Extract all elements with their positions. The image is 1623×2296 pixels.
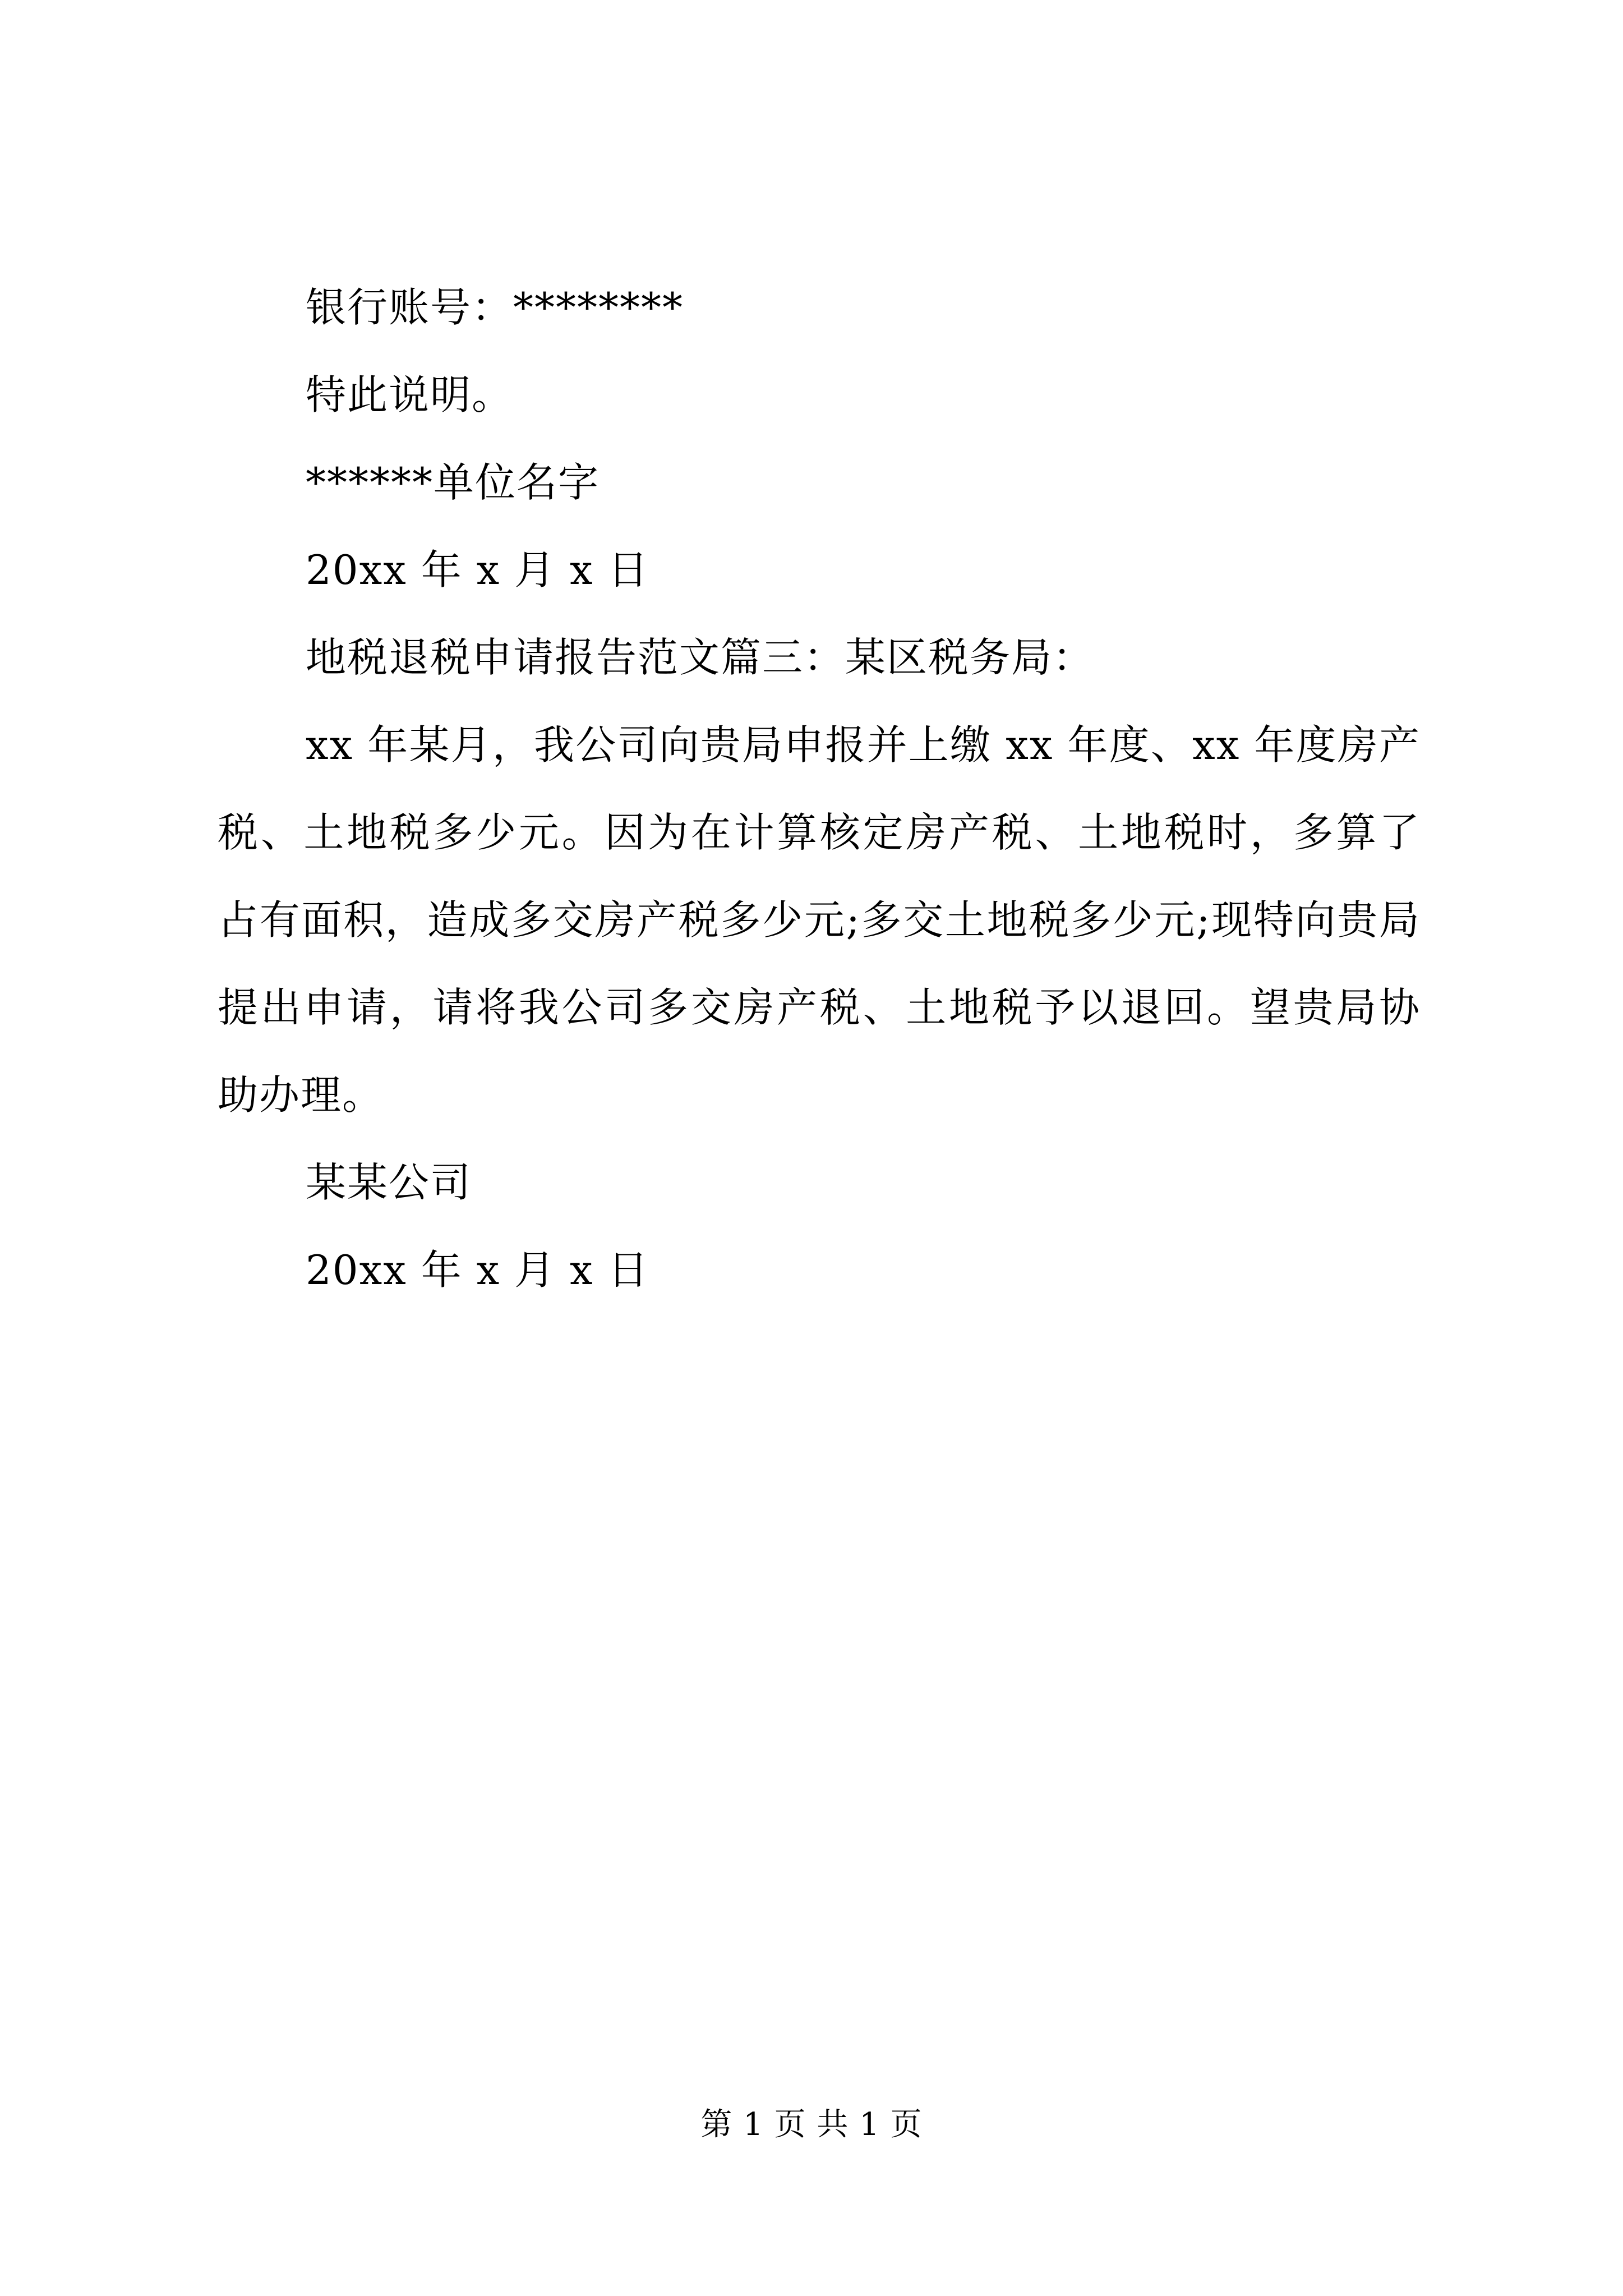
date-line-2: 20xx 年 x 月 x 日 (306, 1246, 649, 1294)
page-footer: 第 1 页 共 1 页 (700, 2106, 923, 2143)
document-body (218, 264, 1421, 1314)
date-line-1: 20xx 年 x 月 x 日 (306, 546, 649, 593)
statement-line: 特此说明。 (306, 371, 514, 418)
section-heading: 地税退税申请报告范文篇三：某区税务局： (306, 634, 1095, 681)
unit-name-line: ******单位名字 (306, 459, 600, 506)
body-paragraph: xx 年某月，我公司向贵局申报并上缴 xx 年度、xx 年度房产税、土地税多少元。因为在计算核定房产税、土地税时，多算了占有面积，造成多交房产税多少元;多交土地税多少元;现特向贵局提出申请，请将我公司多交房产税、土地税予以退回。望贵局协助办理。 (218, 721, 1421, 1119)
company-line: 某某公司 (306, 1159, 472, 1206)
bank-account-line: 银行账号：******** (306, 284, 684, 331)
